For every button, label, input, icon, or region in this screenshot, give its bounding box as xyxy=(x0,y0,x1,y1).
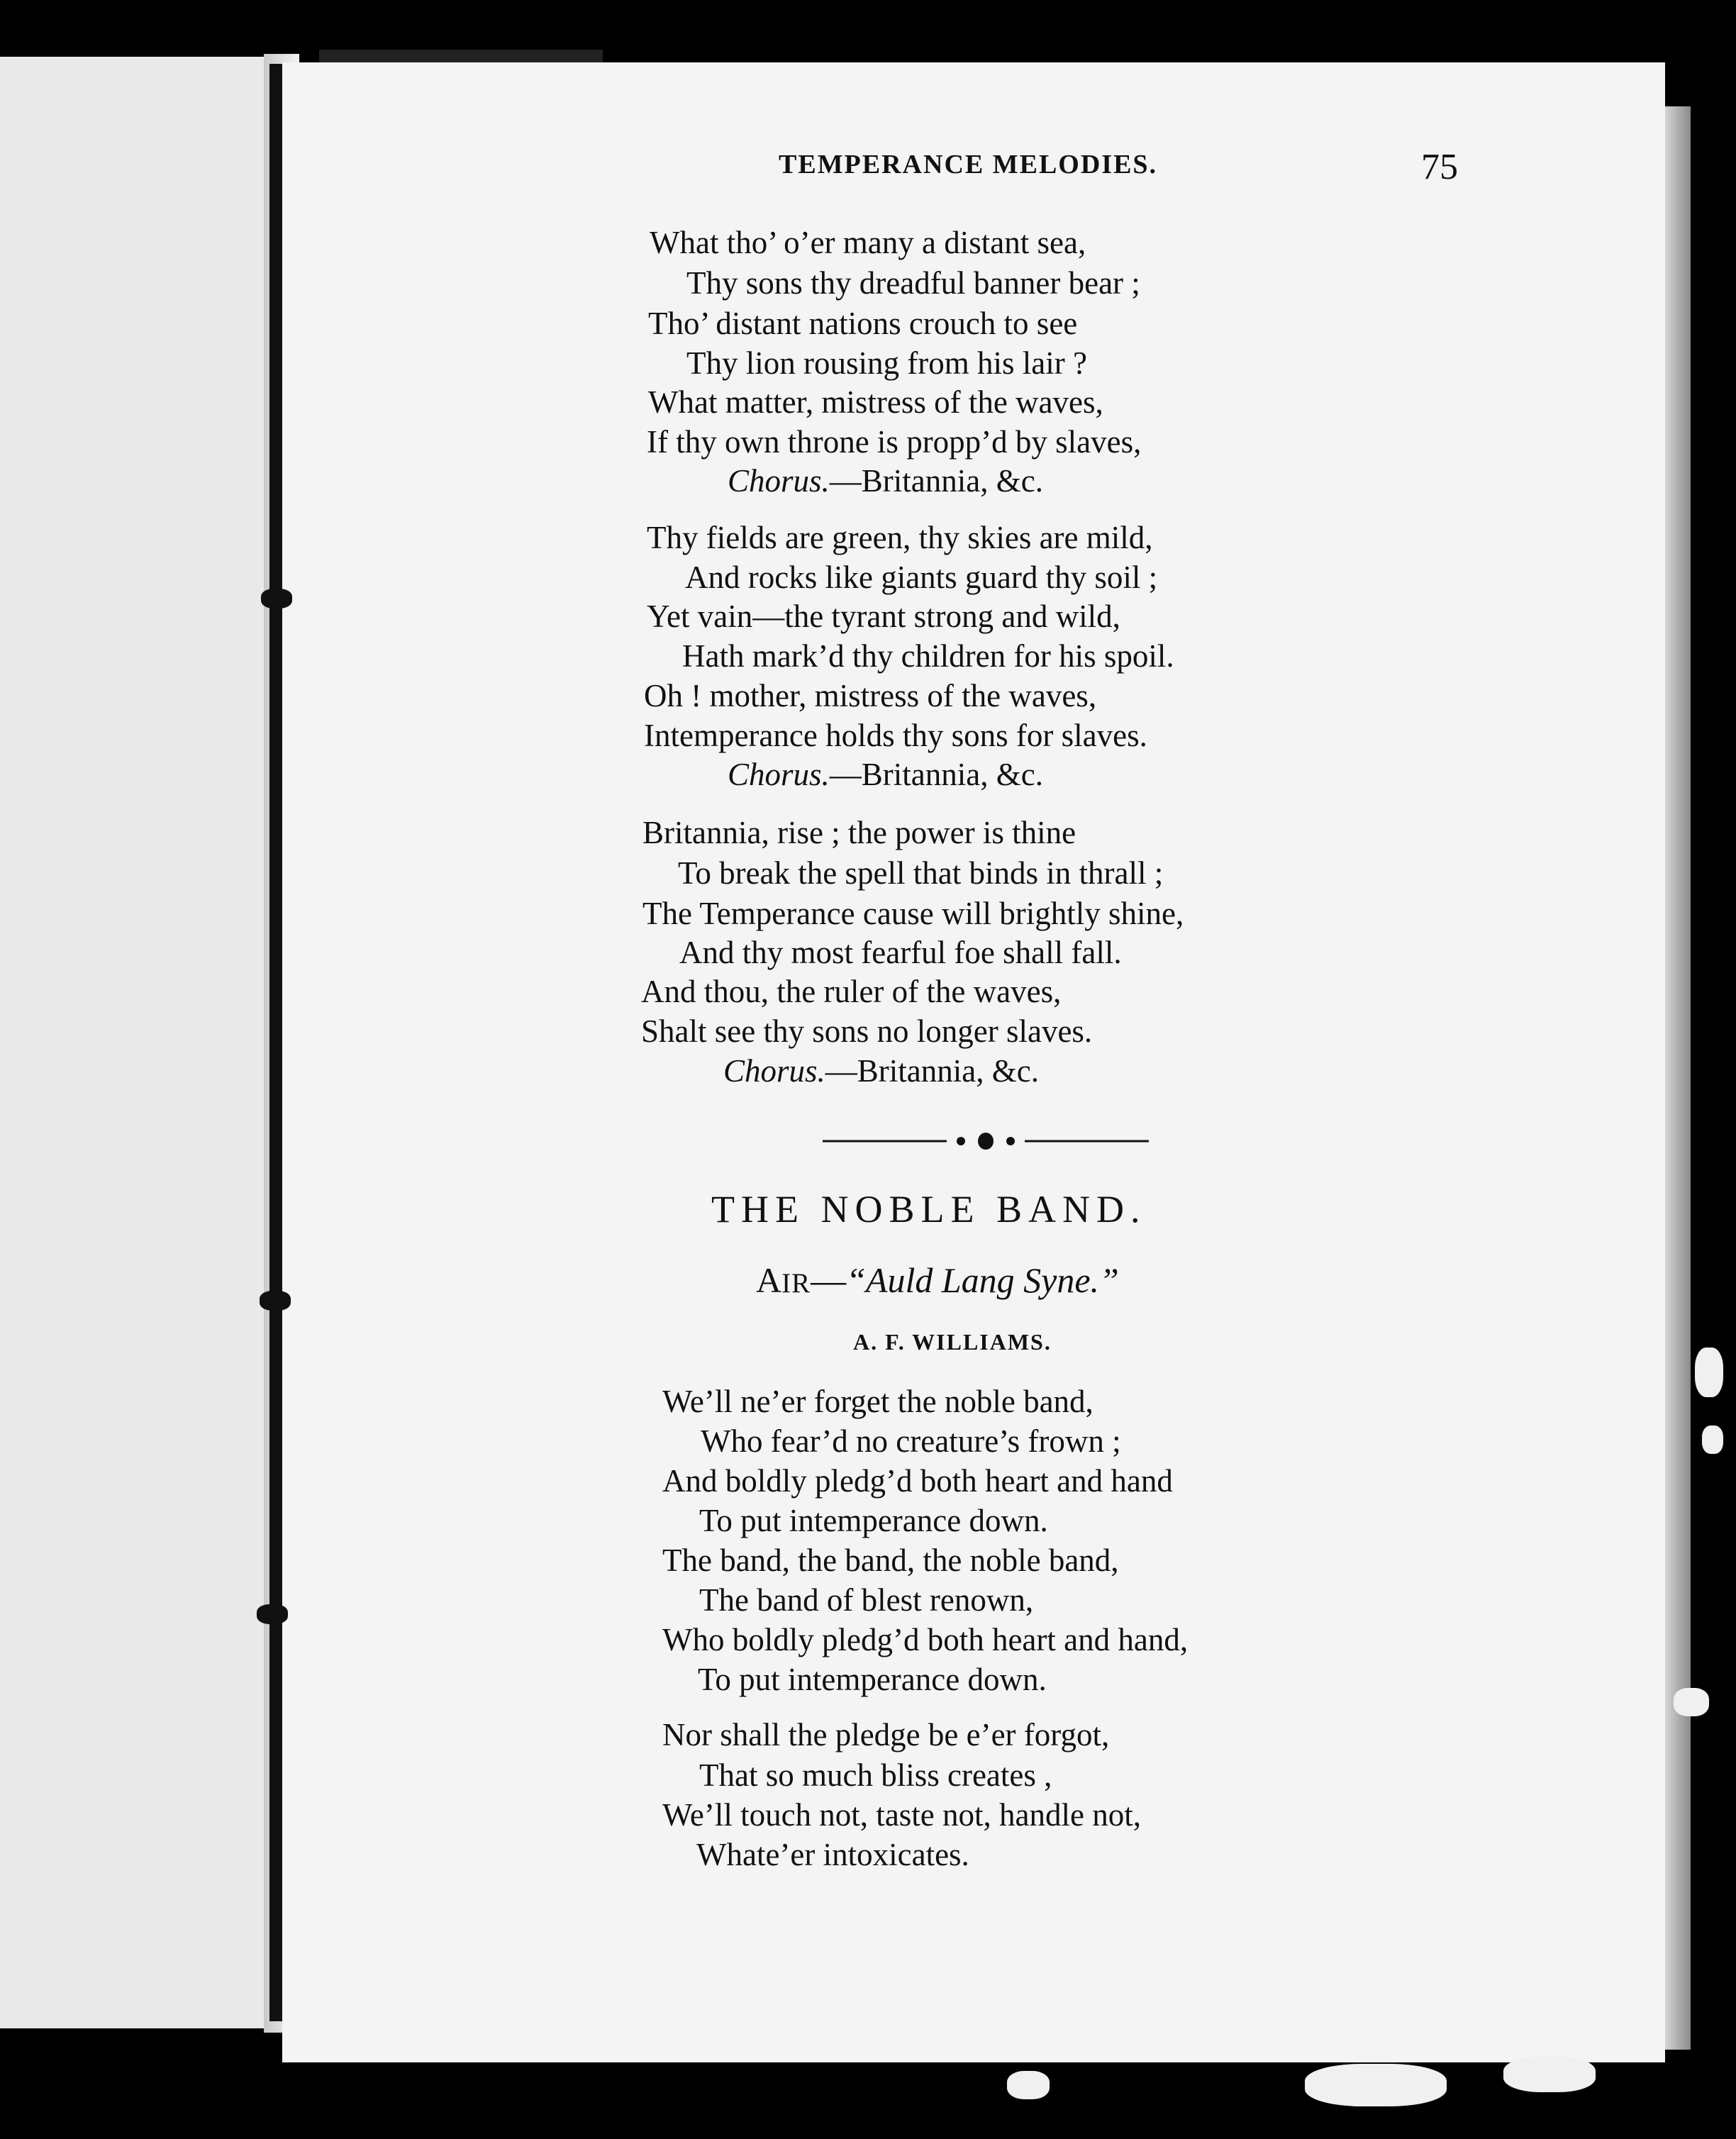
verse-line: The band of blest renown, xyxy=(699,1582,1034,1618)
chorus-line xyxy=(723,1052,1039,1089)
verse-line: Britannia, rise ; the power is thine xyxy=(642,815,1076,850)
binding-stitch xyxy=(257,1604,288,1624)
binding-stitch xyxy=(260,1291,291,1311)
verse-line: We’ll touch not, taste not, handle not, xyxy=(662,1797,1141,1833)
air-line xyxy=(756,1260,1119,1301)
verse-line: Thy fields are green, thy skies are mild, xyxy=(647,520,1153,555)
chorus-text: —Britannia, &c. xyxy=(825,1053,1039,1089)
verse-line: If thy own throne is propp’d by slaves, xyxy=(647,424,1142,460)
verse-line: Yet vain—the tyrant strong and wild, xyxy=(647,599,1120,634)
chorus-label: Chorus. xyxy=(723,1053,825,1089)
scan-speck xyxy=(1674,1688,1709,1716)
scan-speck xyxy=(1695,1348,1723,1397)
author-credit: A. F. WILLIAMS. xyxy=(853,1329,1052,1355)
verse-line: Thy lion rousing from his lair ? xyxy=(686,345,1087,381)
binding-stitch xyxy=(261,589,292,609)
scan-speck xyxy=(1702,1426,1723,1454)
binding-thread xyxy=(269,64,282,2021)
scan-speck xyxy=(1503,2057,1596,2092)
verse-line: We’ll ne’er forget the noble band, xyxy=(662,1384,1094,1419)
chorus-label: Chorus. xyxy=(728,757,830,792)
verse-line: That so much bliss creates , xyxy=(699,1757,1052,1793)
chorus-line xyxy=(728,756,1043,793)
verse-line: Whate’er intoxicates. xyxy=(696,1837,969,1872)
spine-top-edge xyxy=(319,50,603,64)
verse-line: What tho’ o’er many a distant sea, xyxy=(650,225,1086,260)
scan-speck xyxy=(1007,2071,1050,2099)
verse-line: What matter, mistress of the waves, xyxy=(648,384,1103,420)
page-edge-shadow xyxy=(1665,106,1691,2050)
verse-line: Who fear’d no creature’s frown ; xyxy=(701,1423,1121,1459)
verse-line: And thou, the ruler of the waves, xyxy=(641,974,1062,1009)
ornamental-divider xyxy=(823,1130,1149,1152)
verse-line: Who boldly pledg’d both heart and hand, xyxy=(662,1622,1189,1657)
air-prefix-initial: A xyxy=(756,1260,782,1300)
verse-line: And boldly pledg’d both heart and hand xyxy=(662,1463,1173,1499)
verse-line: The Temperance cause will brightly shine, xyxy=(642,896,1184,931)
chorus-text: —Britannia, &c. xyxy=(829,463,1043,499)
verse-line: Hath mark’d thy children for his spoil. xyxy=(682,638,1174,674)
verse-line: And rocks like giants guard thy soil ; xyxy=(685,560,1158,595)
chorus-text: —Britannia, &c. xyxy=(829,757,1043,792)
verse-line: Shalt see thy sons no longer slaves. xyxy=(641,1013,1093,1049)
verse-line: Tho’ distant nations crouch to see xyxy=(648,306,1078,341)
page-number: 75 xyxy=(1421,147,1458,187)
facing-page-edge xyxy=(0,57,264,2028)
verse-line: And thy most fearful foe shall fall. xyxy=(679,935,1122,970)
verse-line: Nor shall the pledge be e’er forgot, xyxy=(662,1717,1110,1752)
chorus-line xyxy=(728,462,1043,499)
air-dash: — xyxy=(811,1260,847,1300)
verse-line: Intemperance holds thy sons for slaves. xyxy=(644,718,1147,753)
verse-line: To put intemperance down. xyxy=(698,1662,1047,1697)
verse-line: To put intemperance down. xyxy=(699,1503,1048,1538)
verse-line: Oh ! mother, mistress of the waves, xyxy=(644,678,1097,713)
verse-line: To break the spell that binds in thrall ; xyxy=(678,855,1164,891)
scan-speck xyxy=(1305,2064,1447,2106)
verse-line: The band, the band, the noble band, xyxy=(662,1543,1119,1578)
song-title: THE NOBLE BAND. xyxy=(711,1188,1147,1230)
running-title: TEMPERANCE MELODIES. xyxy=(779,150,1158,179)
verse-line: Thy sons thy dreadful banner bear ; xyxy=(686,265,1140,301)
air-tune: “Auld Lang Syne.” xyxy=(846,1260,1119,1300)
chorus-label: Chorus. xyxy=(728,463,830,499)
air-prefix-rest: IR xyxy=(781,1268,811,1299)
